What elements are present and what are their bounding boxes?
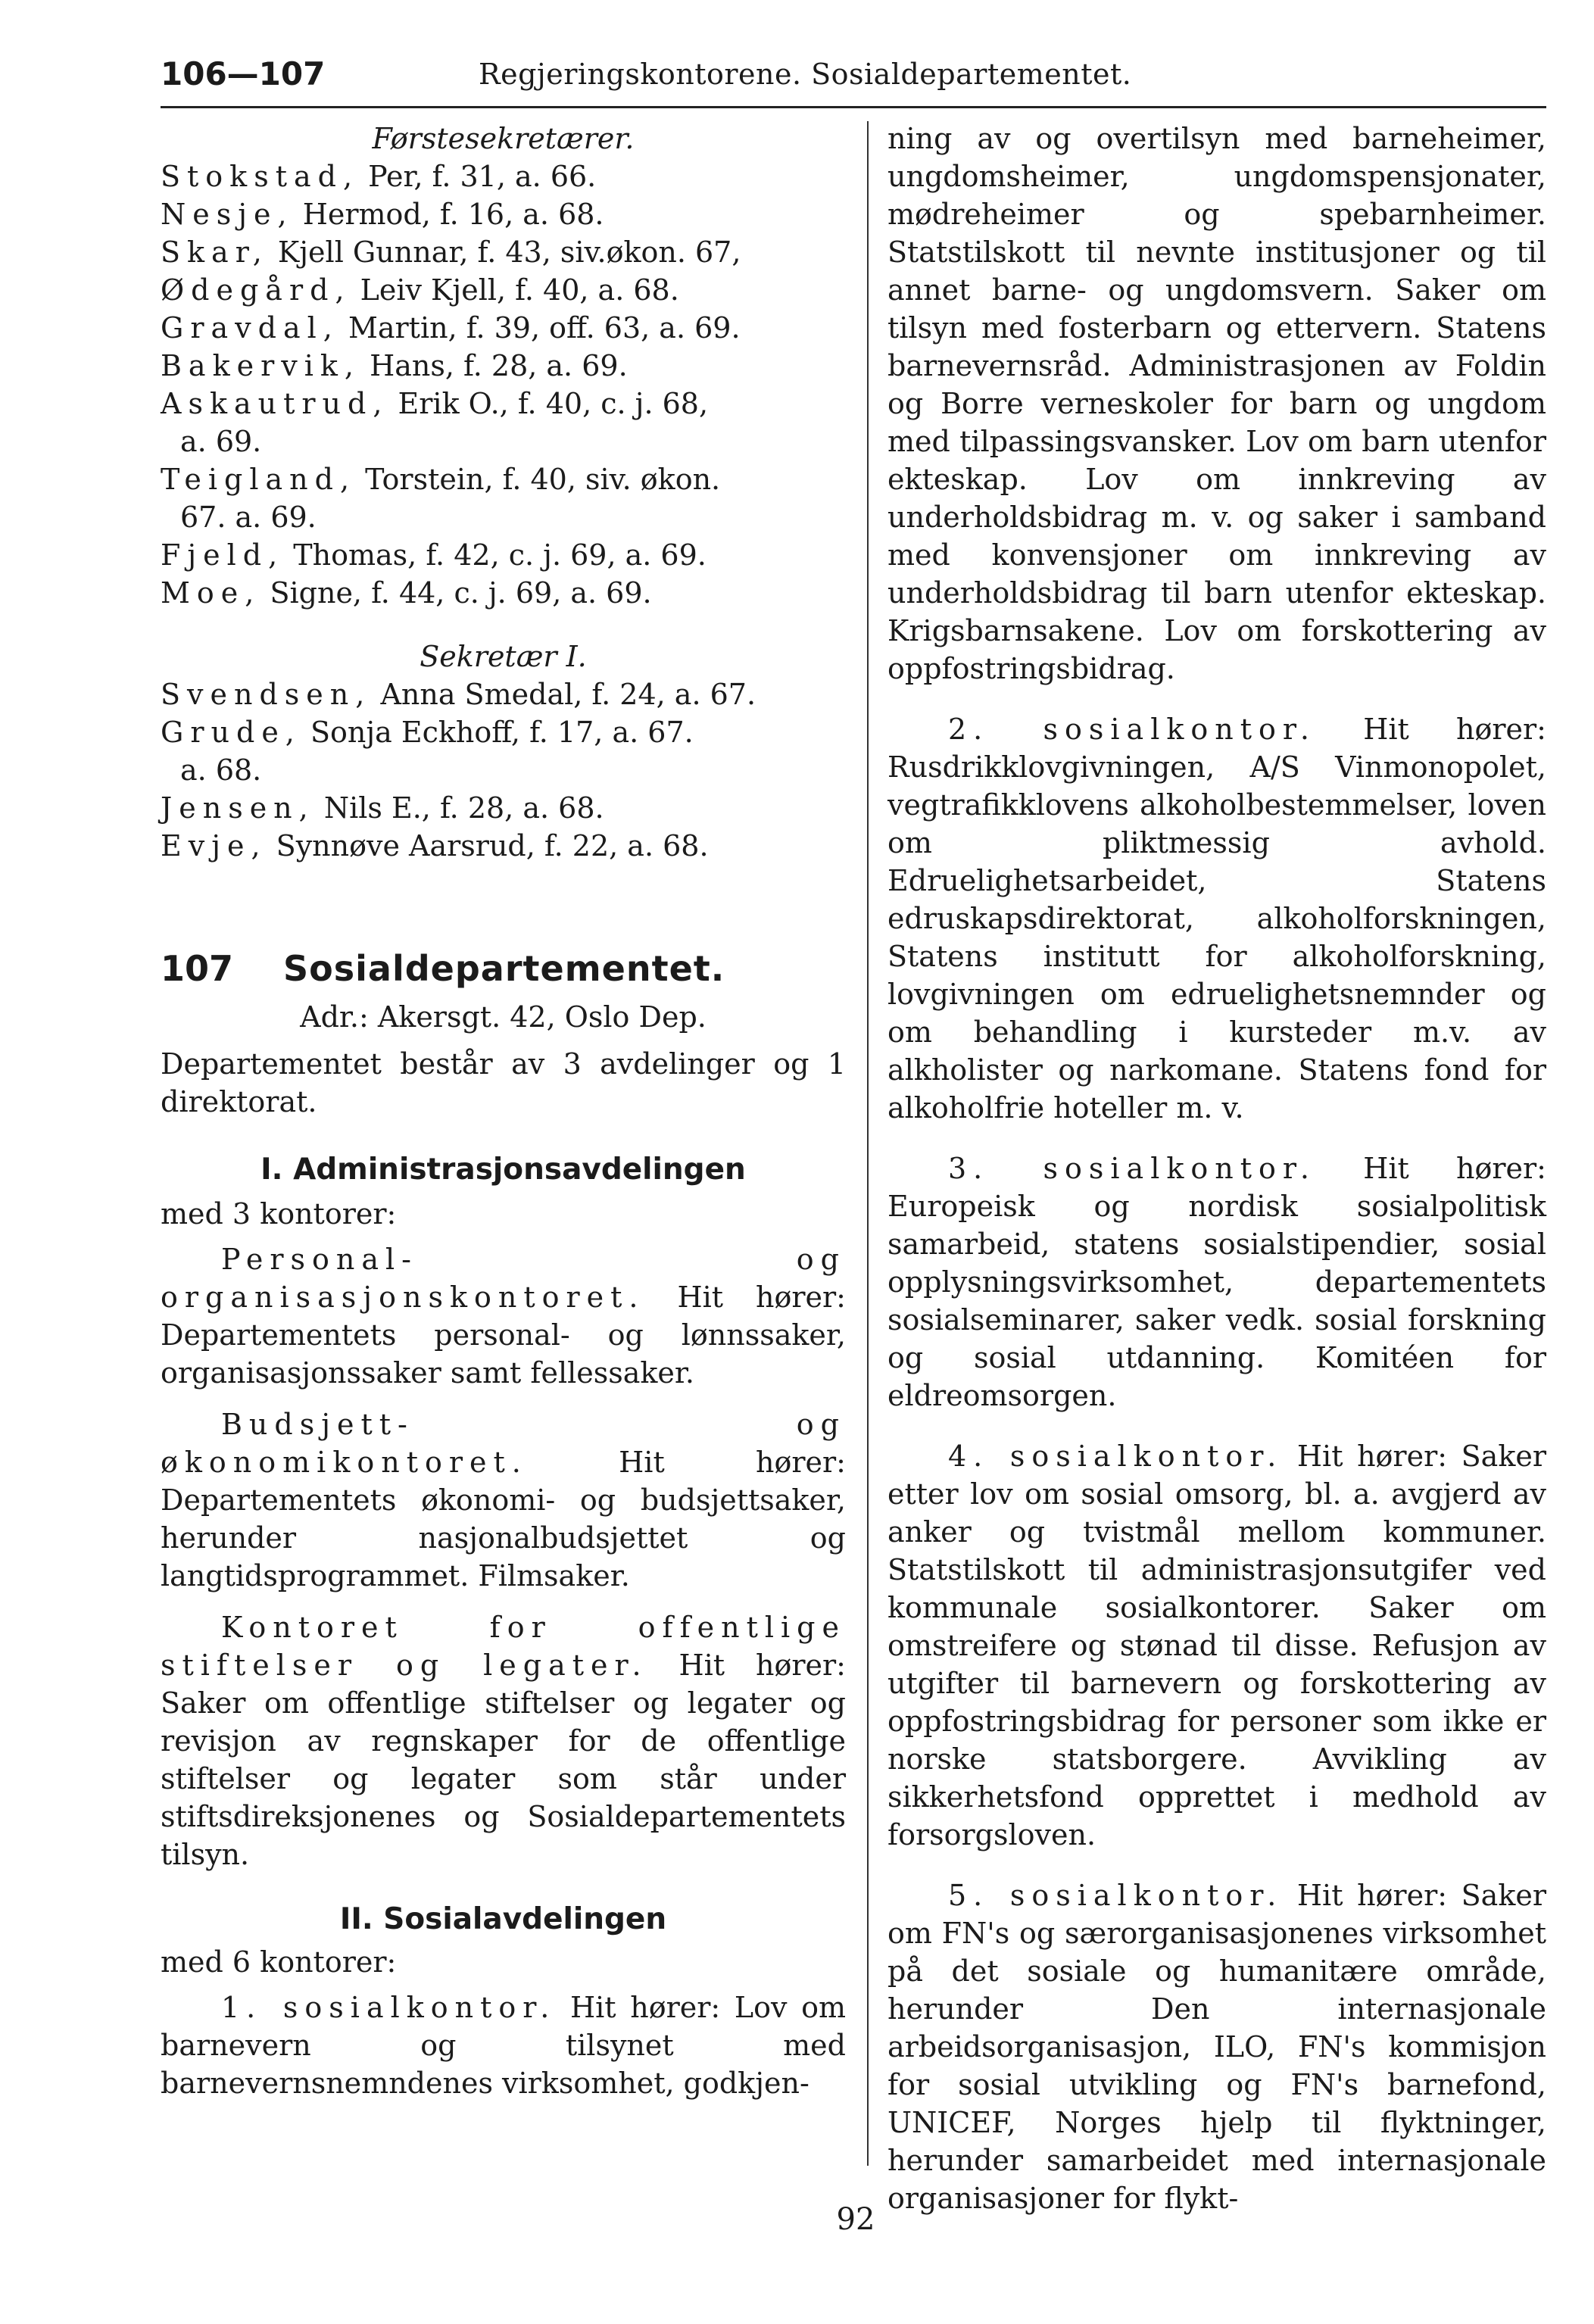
- list-item: Ødegård, Leiv Kjell, f. 40, a. 68.: [161, 273, 679, 307]
- list-item: Fjeld, Thomas, f. 42, c. j. 69, a. 69.: [161, 538, 707, 572]
- page-number: 92: [836, 2202, 875, 2237]
- office-paragraph-continuation: ning av og overtilsyn med barneheimer, ungdomsheimer, ungdomspensjonater, mødreheimer og spebarnheimer. Statstilskott til nevnte institusjoner og til annet barne- og ungdomsvern. Saker om tilsyn med fosterbarn og ettervern. Statens barnevernsråd. Administrasjonen av Foldin og Borre verneskoler for barn og ungdom med tilpassingsvansker. Lov om barn utenfor ekteskap. Lov om innkreving av underholdsbidrag m. v. og saker i samband med konvensjoner om innkreving av underholdsbidrag til barn utenfor ekteskap. Krigsbarnsakene. Lov om forskottering av oppfostringsbidrag.: [887, 122, 1546, 685]
- office-name: Budsjett- og økonomikontoret.: [161, 1408, 846, 1479]
- department-number: 107: [161, 948, 234, 989]
- list-item-continuation: 67. a. 69.: [180, 501, 317, 534]
- list-item: Grude, Sonja Eckhoff, f. 17, a. 67.: [161, 716, 694, 749]
- column-divider: [867, 121, 869, 2166]
- department-heading: [161, 950, 846, 987]
- list-item: Skar, Kjell Gunnar, f. 43, siv.økon. 67,: [161, 236, 741, 269]
- office-name: 5. sosialkontor.: [948, 1879, 1284, 1912]
- department-name: Sosialdepartementet.: [283, 948, 725, 989]
- office-paragraph: 4. sosialkontor. Hit hører: Saker etter lov om sosial omsorg, bl. a. avgjerd av anker og tvistmål mellom kommuner. Statstilskott til administrasjonsutgifer ved kommunale sosialkontorer. Saker om omstreifere og stønad til disse. Refusjon av utgifter til barnevern og forskottering av oppfostringsbidrag for personer som ikke er norske statsborgere. Avvikling av sikkerhetsfond opprettet i medhold av forsorgsloven.: [887, 1440, 1546, 1851]
- office-name: 2. sosialkontor.: [948, 713, 1316, 746]
- office-paragraph: Budsjett- og økonomikontoret. Hit hører: Departementets økonomi- og budsjettsaker, herunder nasjonalbudsjettet og langtidsprogrammet. Filmsaker.: [161, 1408, 846, 1592]
- list-item: Bakervik, Hans, f. 28, a. 69.: [161, 349, 628, 382]
- list-item: Moe, Signe, f. 44, c. j. 69, a. 69.: [161, 576, 652, 610]
- avd1-subheading: med 3 kontorer:: [161, 1197, 397, 1231]
- sekretaer-heading: Sekretær I.: [420, 640, 587, 673]
- list-item: Teigland, Torstein, f. 40, siv. økon.: [161, 463, 721, 496]
- list-item: Gravdal, Martin, f. 39, off. 63, a. 69.: [161, 311, 741, 345]
- right-column: [887, 120, 1546, 2217]
- sekretaerer-list: [161, 675, 846, 865]
- list-item: Askautrud, Erik O., f. 40, c. j. 68,: [161, 387, 709, 420]
- office-paragraph: 5. sosialkontor. Hit hører: Saker om FN's og særorganisasjonenes virksomhet på det sosiale og humanitære område, herunder Den internasjonale arbeidsorganisasjon, ILO, FN's kommisjon for sosial utvikling og FN's barnefond, UNICEF, Norges hjelp til flyktninger, herunder samarbeidet med internasjonale organisasjoner for flykt-: [887, 1879, 1546, 2215]
- office-paragraph: Personal- og organisasjonskontoret. Hit hører: Departementets personal- og lønnssaker, organisasjonssaker samt fellessaker.: [161, 1243, 846, 1390]
- list-item: Evje, Synnøve Aarsrud, f. 22, a. 68.: [161, 829, 709, 863]
- avd2-subheading: med 6 kontorer:: [161, 1945, 397, 1979]
- header-title: Regjeringskontorene. Sosialdepartementet.: [479, 58, 1132, 91]
- office-name: Kontoret for offentlige stiftelser og legater.: [161, 1611, 846, 1682]
- office-name: 1. sosialkontor.: [221, 1991, 557, 2024]
- header-page-range: 106—107: [161, 55, 326, 92]
- department-intro: Departementet består av 3 avdelinger og 1 direktorat.: [161, 1047, 846, 1118]
- office-paragraph: Kontoret for offentlige stiftelser og legater. Hit hører: Saker om offentlige stiftelser og legater og revisjon av regnskaper for de offentlige stiftelser og legater som står under stiftsdireksjonenes og Sosialdepartementets tilsyn.: [161, 1611, 846, 1871]
- office-name: Personal- og organisasjonskontoret.: [161, 1243, 846, 1314]
- list-item: Stokstad, Per, f. 31, a. 66.: [161, 160, 597, 193]
- avd1-heading: I. Administrasjonsavdelingen: [260, 1153, 746, 1187]
- forstesekretaerer-heading: Førstesekretærer.: [372, 122, 635, 155]
- list-item-continuation: a. 69.: [180, 425, 262, 458]
- list-item: Svendsen, Anna Smedal, f. 24, a. 67.: [161, 678, 756, 711]
- avd2-heading: II. Sosialavdelingen: [339, 1902, 667, 1936]
- left-column: [161, 120, 846, 2102]
- list-item-continuation: a. 68.: [180, 753, 262, 787]
- forstesekretaerer-list: [161, 158, 846, 612]
- office-name: 4. sosialkontor.: [948, 1440, 1284, 1473]
- header-rule: [161, 106, 1546, 108]
- department-address: Adr.: Akersgt. 42, Oslo Dep.: [300, 1000, 707, 1034]
- office-name: 3. sosialkontor.: [948, 1152, 1316, 1185]
- list-item: Jensen, Nils E., f. 28, a. 68.: [161, 791, 604, 825]
- office-paragraph: 2. sosialkontor. Hit hører: Rusdrikklovgivningen, A/S Vinmonopolet, vegtrafikklovens alkoholbestemmelser, loven om pliktmessig avhold. Edruelighetsarbeidet, Statens edruskapsdirektorat, alkoholforskningen, Statens institutt for alkoholforskning, lovgivningen om edruelighetsnemnder og om behandling i kursteder m.v. av alkholister og narkomane. Statens fond for alkoholfrie hoteller m. v.: [887, 713, 1546, 1125]
- list-item: Nesje, Hermod, f. 16, a. 68.: [161, 198, 604, 231]
- office-paragraph: 3. sosialkontor. Hit hører: Europeisk og nordisk sosialpolitisk samarbeid, statens sosialstipendier, sosial opplysningsvirksomhet, departementets sosialseminarer, saker vedk. sosial forskning og sosial utdanning. Komitéen for eldreomsorgen.: [887, 1152, 1546, 1412]
- running-header: [161, 51, 1546, 97]
- office-paragraph: 1. sosialkontor. Hit hører: Lov om barnevern og tilsynet med barnevernsnemndenes virksomhet, godkjen-: [161, 1991, 846, 2100]
